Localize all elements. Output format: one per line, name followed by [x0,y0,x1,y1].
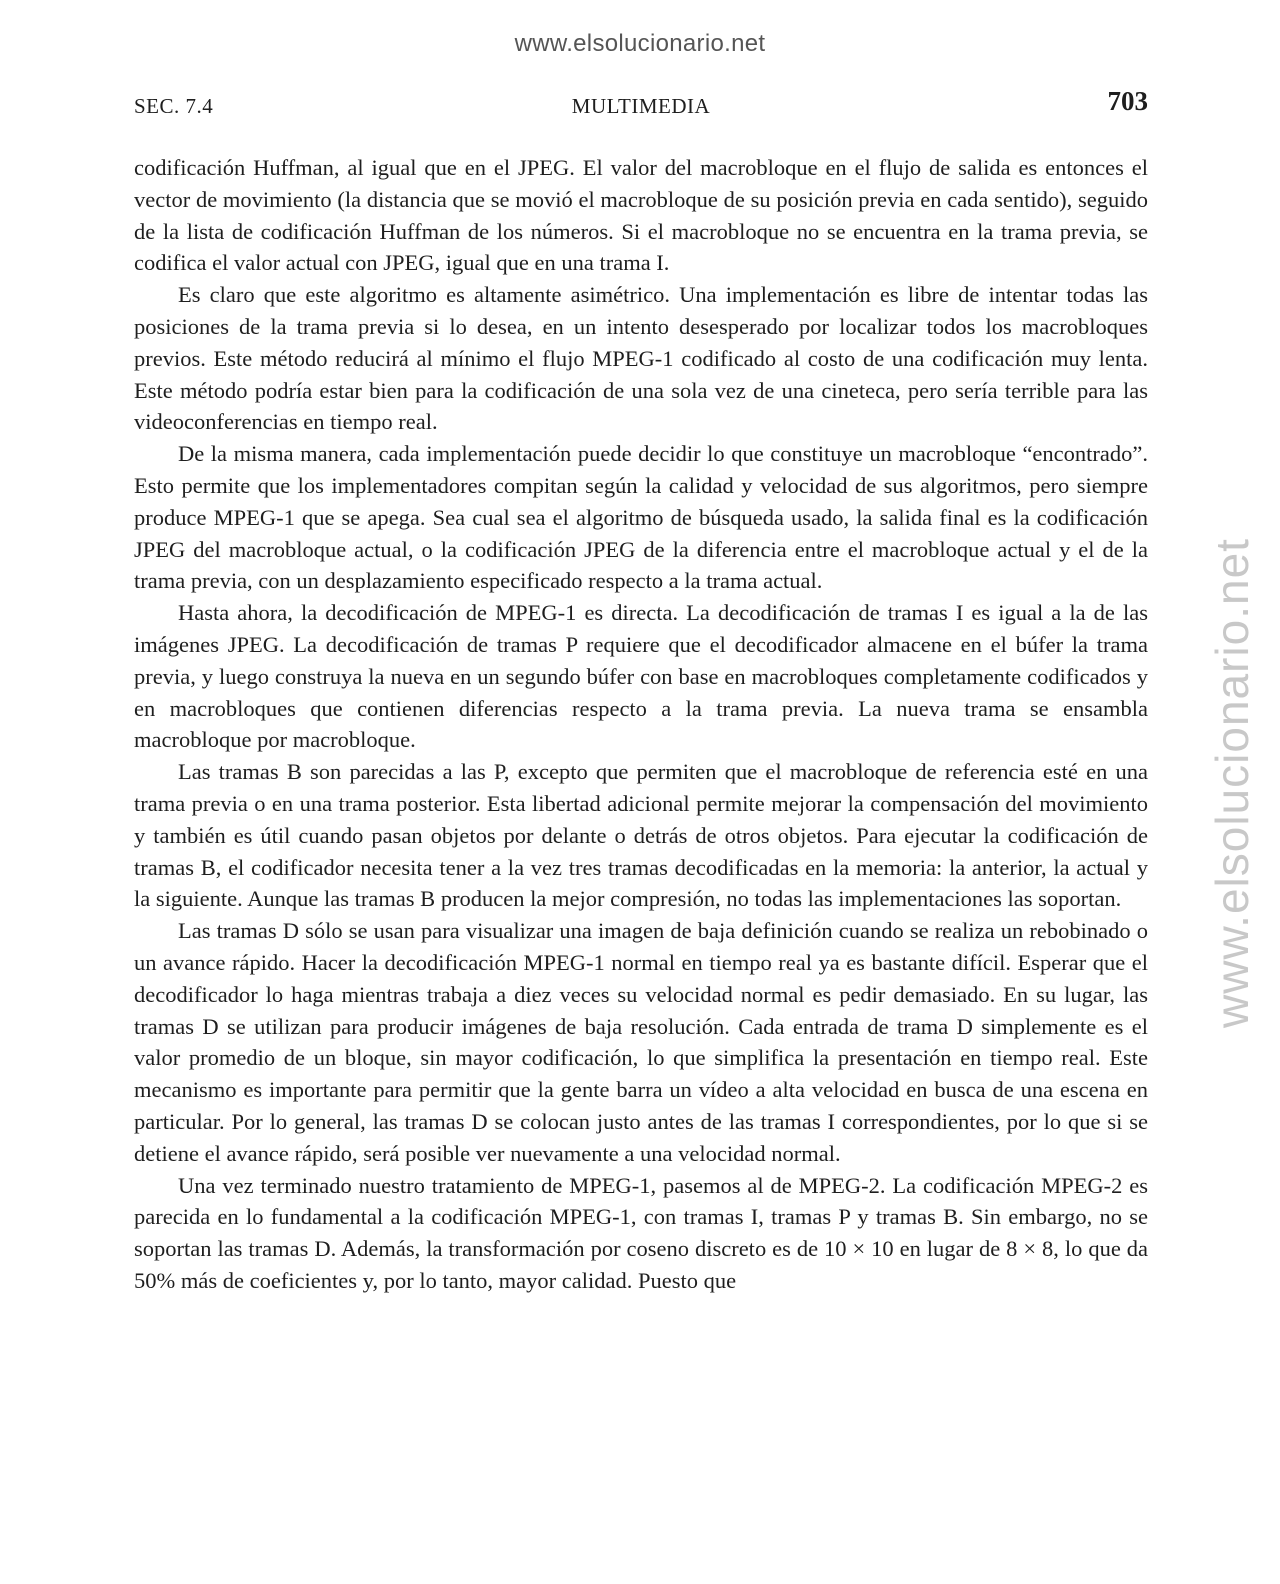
paragraph-1: codificación Huffman, al igual que en el JPEG. El valor del macrobloque en el flujo de salida es entonces el vector de movimiento (la distancia que se movió el macrobloque de su posición previa en cada sentido), seguido de la lista de codificación Huffman de los números. Si el macrobloque no se encuentra en la trama previa, se codifica el valor actual con JPEG, igual que en una trama I. [134,155,1148,276]
paragraph-6: Las tramas D sólo se usan para visualizar una imagen de baja definición cuando se realiza un rebobinado o un avance rápido. Hacer la decodificación MPEG-1 normal en tiempo real ya es bastante difícil. Esperar que el decodificador lo haga mientras trabaja a diez veces su velocidad normal es pedir demasiado. En su lugar, las tramas D se utilizan para producir imágenes de baja resolución. Cada entrada de trama D simplemente es el valor promedio de un bloque, sin mayor codificación, lo que simplifica la presentación en tiempo real. Este mecanismo es importante para permitir que la gente barra un vídeo a alta velocidad en busca de una escena en particular. Por lo general, las tramas D se colocan justo antes de las tramas I correspondientes, por lo que si se detiene el avance rápido, será posible ver nuevamente a una velocidad normal. [134,918,1148,1166]
paragraph-5: Las tramas B son parecidas a las P, excepto que permiten que el macrobloque de referencia esté en una trama previa o en una trama posterior. Esta libertad adicional permite mejorar la compensación del movimiento y también es útil cuando pasan objetos por delante o detrás de otros objetos. Para ejecutar la codificación de tramas B, el codificador necesita tener a la vez tres tramas decodificadas en la memoria: la anterior, la actual y la siguiente. Aunque las tramas B producen la mejor compresión, no todas las implementaciones las soportan. [134,759,1148,912]
page-number: 703 [1107,86,1148,116]
body-text [134,152,1148,1297]
paragraph-7: Una vez terminado nuestro tratamiento de MPEG-1, pasemos al de MPEG-2. La codificación MPEG-2 es parecida en lo fundamental a la codificación MPEG-1, con tramas I, tramas P y tramas B. Sin embargo, no se soportan las tramas D. Además, la transformación por coseno discreto es de 10 × 10 en lugar de 8 × 8, lo que da 50% más de coeficientes y, por lo tanto, mayor calidad. Puesto que [134,1172,1148,1293]
paragraph-2: Es claro que este algoritmo es altamente asimétrico. Una implementación es libre de intentar todas las posiciones de la trama previa si lo desea, en un intento desesperado por localizar todos los macrobloques previos. Este método reducirá al mínimo el flujo MPEG-1 codificado al costo de una codificación muy lenta. Este método podría estar bien para la codificación de una sola vez de una cineteca, pero sería terrible para las videoconferencias en tiempo real. [134,282,1148,435]
watermark-side: www.elsolucionario.net [1206,538,1258,1028]
paragraph-3: De la misma manera, cada implementación puede decidir lo que constituye un macrobloque “encontrado”. Esto permite que los implementadores compitan según la calidad y velocidad de sus algoritmos, pero siempre produce MPEG-1 que se apega. Sea cual sea el algoritmo de búsqueda usado, la salida final es la codificación JPEG del macrobloque actual, o la codificación JPEG de la diferencia entre el macrobloque actual y el de la trama previa, con un desplazamiento especificado respecto a la trama actual. [134,441,1148,594]
watermark-top: www.elsolucionario.net [514,30,766,57]
chapter-title: MULTIMEDIA [571,94,711,118]
running-head [134,86,1148,126]
paragraph-4: Hasta ahora, la decodificación de MPEG-1 es directa. La decodificación de tramas I es igual a la de las imágenes JPEG. La decodificación de tramas P requiere que el decodificador almacene en el búfer la trama previa, y luego construya la nueva en un segundo búfer con base en macrobloques completamente codificados y en macrobloques que contienen diferencias respecto a la trama previa. La nueva trama se ensambla macrobloque por macrobloque. [134,600,1148,753]
section-label: SEC. 7.4 [134,94,214,118]
